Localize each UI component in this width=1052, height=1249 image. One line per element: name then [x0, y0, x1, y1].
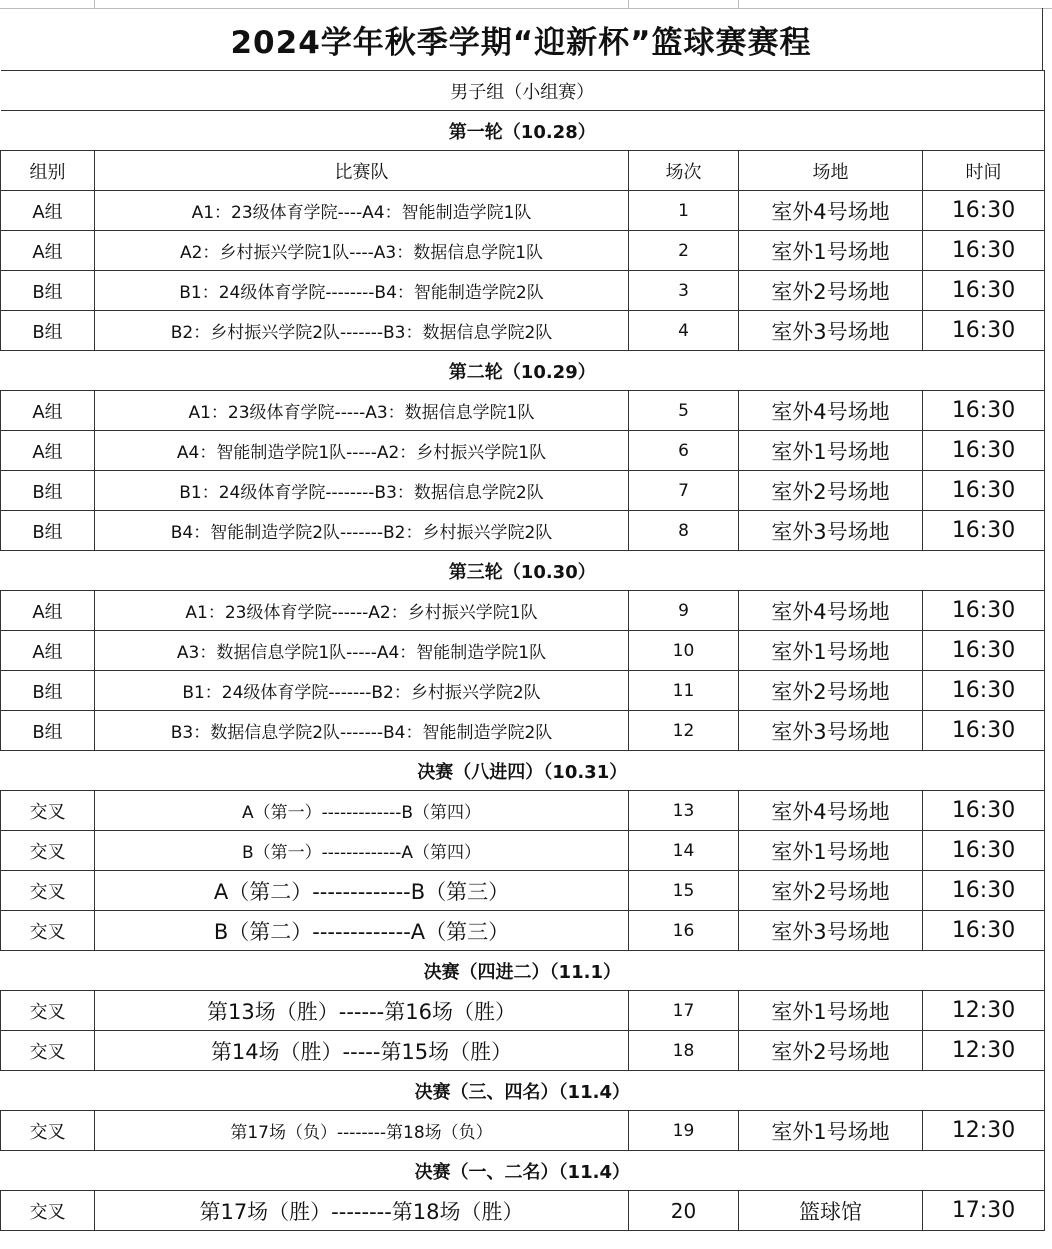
match-number: 9	[629, 591, 739, 631]
table-row	[1, 711, 1045, 751]
match-time: 16:30	[923, 831, 1045, 871]
grid-line	[738, 0, 739, 8]
match-venue: 室外1号场地	[739, 991, 923, 1031]
match-group: 交叉	[1, 831, 95, 871]
match-group: B组	[1, 711, 95, 751]
round-title-row	[1, 951, 1045, 991]
table-row	[1, 1191, 1045, 1231]
header-venue: 场地	[739, 151, 923, 191]
header-match-no: 场次	[629, 151, 739, 191]
match-group: B组	[1, 671, 95, 711]
match-venue: 室外4号场地	[739, 191, 923, 231]
match-number: 18	[629, 1031, 739, 1071]
match-number: 5	[629, 391, 739, 431]
table-row	[1, 511, 1045, 551]
table-row	[1, 1111, 1045, 1151]
match-number: 17	[629, 991, 739, 1031]
round-title-row	[1, 551, 1045, 591]
match-group: B组	[1, 471, 95, 511]
match-group: 交叉	[1, 1191, 95, 1231]
match-teams: B3：数据信息学院2队-------B4：智能制造学院2队	[95, 711, 629, 751]
match-group: 交叉	[1, 871, 95, 911]
round-title-row	[1, 751, 1045, 791]
match-teams: A1：23级体育学院-----A3：数据信息学院1队	[95, 391, 629, 431]
match-group: A组	[1, 191, 95, 231]
header-group: 组别	[1, 151, 95, 191]
match-teams: 第17场（负）--------第18场（负）	[95, 1111, 629, 1151]
match-venue: 室外3号场地	[739, 311, 923, 351]
match-number: 7	[629, 471, 739, 511]
match-time: 16:30	[923, 591, 1045, 631]
table-row	[1, 271, 1045, 311]
match-teams: A1：23级体育学院----A4：智能制造学院1队	[95, 191, 629, 231]
match-time: 16:30	[923, 311, 1045, 351]
match-venue: 室外3号场地	[739, 911, 923, 951]
match-time: 16:30	[923, 231, 1045, 271]
match-number: 8	[629, 511, 739, 551]
match-teams: B1：24级体育学院-------B2：乡村振兴学院2队	[95, 671, 629, 711]
match-teams: B4：智能制造学院2队-------B2：乡村振兴学院2队	[95, 511, 629, 551]
match-teams: A（第一）-------------B（第四）	[95, 791, 629, 831]
match-teams: 第14场（胜）-----第15场（胜）	[95, 1031, 629, 1071]
match-number: 1	[629, 191, 739, 231]
match-venue: 室外2号场地	[739, 471, 923, 511]
match-group: A组	[1, 631, 95, 671]
match-venue: 室外1号场地	[739, 831, 923, 871]
match-time: 16:30	[923, 671, 1045, 711]
match-teams: B1：24级体育学院--------B3：数据信息学院2队	[95, 471, 629, 511]
round-title: 决赛（四进二）（11.1）	[1, 951, 1045, 991]
round-title-row	[1, 1071, 1045, 1111]
match-teams: B2：乡村振兴学院2队-------B3：数据信息学院2队	[95, 311, 629, 351]
match-number: 13	[629, 791, 739, 831]
round-title-row	[1, 1151, 1045, 1191]
match-group: 交叉	[1, 1031, 95, 1071]
match-teams: A2：乡村振兴学院1队----A3：数据信息学院1队	[95, 231, 629, 271]
round-title: 决赛（八进四）（10.31）	[1, 751, 1045, 791]
match-group: B组	[1, 271, 95, 311]
group-title: 男子组（小组赛）	[1, 71, 1045, 111]
match-time: 16:30	[923, 871, 1045, 911]
match-number: 4	[629, 311, 739, 351]
match-group: A组	[1, 391, 95, 431]
match-teams: B1：24级体育学院--------B4：智能制造学院2队	[95, 271, 629, 311]
match-time: 16:30	[923, 431, 1045, 471]
match-teams: B（第二）-------------A（第三）	[95, 911, 629, 951]
round-title: 决赛（一、二名）（11.4）	[1, 1151, 1045, 1191]
table-row	[1, 431, 1045, 471]
match-time: 16:30	[923, 511, 1045, 551]
round-title: 第三轮（10.30）	[1, 551, 1045, 591]
match-time: 16:30	[923, 391, 1045, 431]
match-time: 16:30	[923, 471, 1045, 511]
header-teams: 比赛队	[95, 151, 629, 191]
table-row	[1, 991, 1045, 1031]
table-row	[1, 791, 1045, 831]
header-row	[1, 151, 1045, 191]
match-number: 2	[629, 231, 739, 271]
match-number: 10	[629, 631, 739, 671]
match-time: 12:30	[923, 1111, 1045, 1151]
match-teams: A1：23级体育学院------A2：乡村振兴学院1队	[95, 591, 629, 631]
grid-line	[94, 0, 95, 8]
match-group: A组	[1, 431, 95, 471]
match-venue: 室外2号场地	[739, 671, 923, 711]
match-venue: 室外3号场地	[739, 511, 923, 551]
match-number: 16	[629, 911, 739, 951]
table-row	[1, 1031, 1045, 1071]
round-title-row	[1, 351, 1045, 391]
match-number: 14	[629, 831, 739, 871]
group-title-row	[1, 71, 1045, 111]
match-venue: 室外1号场地	[739, 631, 923, 671]
match-time: 16:30	[923, 711, 1045, 751]
match-venue: 室外1号场地	[739, 231, 923, 271]
match-group: B组	[1, 311, 95, 351]
match-group: A组	[1, 231, 95, 271]
table-row	[1, 671, 1045, 711]
table-row	[1, 911, 1045, 951]
match-venue: 篮球馆	[739, 1191, 923, 1231]
match-number: 11	[629, 671, 739, 711]
grid-line	[628, 0, 629, 8]
table-row	[1, 311, 1045, 351]
match-teams: A（第二）-------------B（第三）	[95, 871, 629, 911]
match-group: 交叉	[1, 911, 95, 951]
match-teams: 第13场（胜）------第16场（胜）	[95, 991, 629, 1031]
match-time: 16:30	[923, 191, 1045, 231]
match-time: 12:30	[923, 1031, 1045, 1071]
match-number: 6	[629, 431, 739, 471]
match-group: 交叉	[1, 791, 95, 831]
match-teams: A4：智能制造学院1队-----A2：乡村振兴学院1队	[95, 431, 629, 471]
page-title: 2024学年秋季学期“迎新杯”篮球赛赛程	[0, 8, 1043, 70]
table-row	[1, 231, 1045, 271]
match-group: A组	[1, 591, 95, 631]
match-venue: 室外3号场地	[739, 711, 923, 751]
match-number: 20	[629, 1191, 739, 1231]
match-time: 16:30	[923, 631, 1045, 671]
match-number: 15	[629, 871, 739, 911]
table-row	[1, 591, 1045, 631]
table-row	[1, 631, 1045, 671]
table-row	[1, 831, 1045, 871]
match-venue: 室外2号场地	[739, 1031, 923, 1071]
match-time: 16:30	[923, 911, 1045, 951]
match-group: B组	[1, 511, 95, 551]
table-row	[1, 191, 1045, 231]
match-number: 12	[629, 711, 739, 751]
round-title-row	[1, 111, 1045, 151]
match-time: 16:30	[923, 271, 1045, 311]
match-venue: 室外4号场地	[739, 791, 923, 831]
schedule-table	[0, 70, 1045, 1231]
match-venue: 室外2号场地	[739, 271, 923, 311]
table-row	[1, 471, 1045, 511]
match-teams: A3：数据信息学院1队-----A4：智能制造学院1队	[95, 631, 629, 671]
round-title: 第一轮（10.28）	[1, 111, 1045, 151]
match-venue: 室外1号场地	[739, 1111, 923, 1151]
match-teams: 第17场（胜）--------第18场（胜）	[95, 1191, 629, 1231]
match-time: 16:30	[923, 791, 1045, 831]
match-venue: 室外2号场地	[739, 871, 923, 911]
match-venue: 室外4号场地	[739, 591, 923, 631]
match-group: 交叉	[1, 1111, 95, 1151]
table-row	[1, 871, 1045, 911]
match-time: 12:30	[923, 991, 1045, 1031]
match-number: 19	[629, 1111, 739, 1151]
round-title: 决赛（三、四名）（11.4）	[1, 1071, 1045, 1111]
match-group: 交叉	[1, 991, 95, 1031]
match-time: 17:30	[923, 1191, 1045, 1231]
match-venue: 室外4号场地	[739, 391, 923, 431]
match-venue: 室外1号场地	[739, 431, 923, 471]
round-title: 第二轮（10.29）	[1, 351, 1045, 391]
header-time: 时间	[923, 151, 1045, 191]
match-number: 3	[629, 271, 739, 311]
match-teams: B（第一）-------------A（第四）	[95, 831, 629, 871]
table-row	[1, 391, 1045, 431]
schedule-body	[1, 71, 1045, 1231]
